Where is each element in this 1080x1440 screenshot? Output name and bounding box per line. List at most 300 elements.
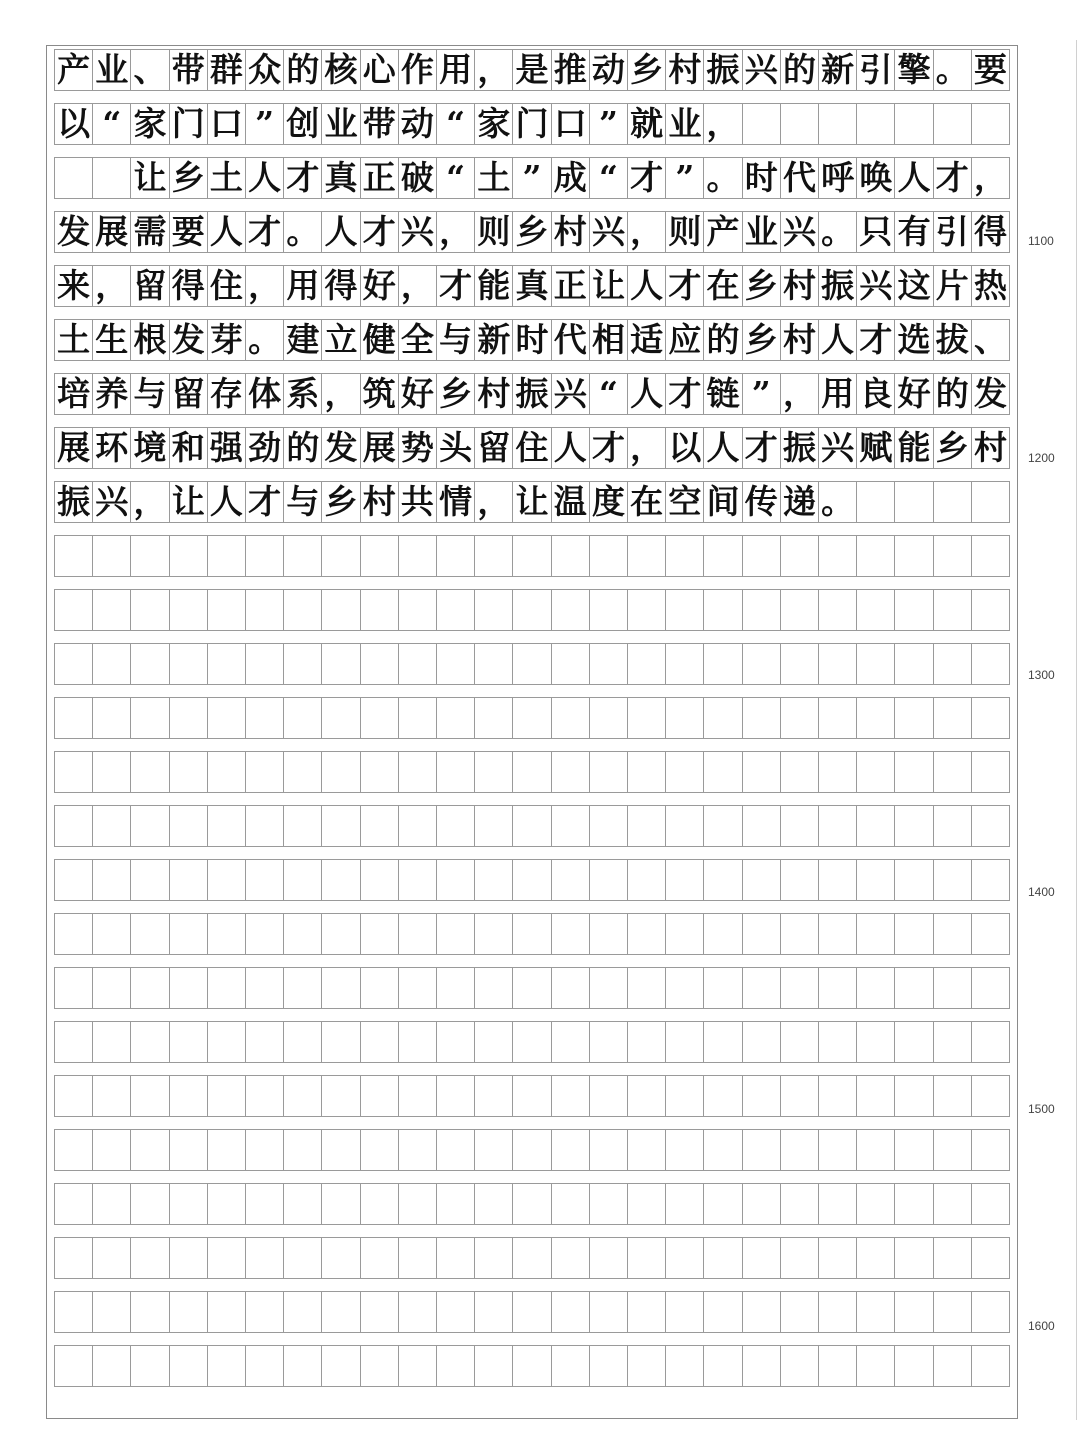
grid-cell: [361, 860, 399, 900]
grid-cell: 众: [246, 50, 284, 90]
grid-cell: [170, 806, 208, 846]
grid-cell: 共: [399, 482, 437, 522]
grid-cell: [437, 644, 475, 684]
ruler-label: 1600: [1028, 1319, 1055, 1333]
grid-cell: [743, 860, 781, 900]
grid-cell: 人: [628, 374, 666, 414]
grid-cell: 要: [973, 50, 1007, 89]
grid-cell: [284, 1238, 322, 1278]
grid-cell: [322, 1022, 360, 1062]
grid-cell: [361, 968, 399, 1008]
grid-cell: 村: [781, 266, 819, 306]
grid-cell: [857, 1130, 895, 1170]
grid-cell: [475, 1238, 513, 1278]
grid-cell: [972, 590, 1009, 630]
grid-cell: 村: [666, 50, 704, 90]
ruler-label: 1400: [1028, 885, 1055, 899]
grid-cell: 要: [170, 212, 208, 252]
grid-cell: 势: [399, 428, 437, 468]
grid-cell: [972, 698, 1009, 738]
grid-cell: [628, 1076, 666, 1116]
grid-cell: [55, 806, 93, 846]
grid-cell: [666, 590, 704, 630]
grid-cell: [246, 914, 284, 954]
grid-cell: [284, 698, 322, 738]
grid-cell: 业: [93, 50, 131, 90]
grid-cell: [93, 644, 131, 684]
manuscript-grid: [54, 49, 1010, 1399]
grid-cell: [437, 860, 475, 900]
grid-cell: [399, 914, 437, 954]
grid-cell: [55, 752, 93, 792]
grid-cell: [55, 1346, 93, 1386]
grid-cell: [170, 1130, 208, 1170]
grid-cell: 乡: [934, 428, 972, 468]
grid-cell: [284, 1346, 322, 1386]
grid-cell: [857, 860, 895, 900]
grid-cell: 用: [819, 374, 857, 414]
grid-cell: [208, 968, 246, 1008]
grid-cell: 才: [743, 428, 781, 468]
grid-cell: [131, 968, 169, 1008]
grid-cell: [781, 968, 819, 1008]
grid-cell: 乡: [743, 320, 781, 360]
grid-cell: [972, 806, 1009, 846]
grid-cell: 是: [513, 50, 551, 90]
grid-cell: 村: [973, 428, 1007, 467]
grid-cell: 振: [55, 482, 93, 522]
grid-cell: [246, 1292, 284, 1332]
grid-cell: [704, 1076, 742, 1116]
grid-cell: [399, 752, 437, 792]
grid-cell: 则: [666, 212, 704, 252]
grid-cell: [437, 806, 475, 846]
grid-cell: [895, 806, 933, 846]
grid-cell: [781, 536, 819, 576]
grid-cell: [590, 806, 628, 846]
grid-cell: [857, 482, 895, 522]
grid-cell: 才: [246, 482, 284, 522]
grid-cell: [972, 104, 1009, 144]
grid-cell: [513, 752, 551, 792]
grid-cell: [170, 860, 208, 900]
grid-cell: [857, 644, 895, 684]
grid-cell: [322, 914, 360, 954]
grid-cell: [513, 590, 551, 630]
grid-cell: [170, 752, 208, 792]
grid-cell: [361, 1130, 399, 1170]
grid-cell: [399, 644, 437, 684]
grid-cell: 留: [475, 428, 513, 468]
grid-cell: [552, 1346, 590, 1386]
grid-cell: [399, 806, 437, 846]
grid-cell: 用: [437, 50, 475, 90]
grid-cell: [628, 698, 666, 738]
grid-cell: 建: [284, 320, 322, 360]
grid-cell: [628, 1346, 666, 1386]
grid-cell: 代: [781, 158, 819, 198]
grid-cell: [934, 1130, 972, 1170]
grid-cell: [55, 590, 93, 630]
grid-cell: 乡: [743, 266, 781, 306]
grid-cell: [475, 536, 513, 576]
grid-cell: 境: [131, 428, 169, 468]
grid-cell: [743, 1130, 781, 1170]
grid-cell: 养: [93, 374, 131, 414]
grid-cell: [170, 968, 208, 1008]
grid-cell: [590, 644, 628, 684]
grid-cell: 间: [704, 482, 742, 522]
grid-cell: [246, 752, 284, 792]
grid-cell: ，: [628, 428, 666, 468]
text-row: [54, 373, 1010, 415]
grid-cell: [170, 1022, 208, 1062]
grid-cell: 人: [895, 158, 933, 198]
grid-cell: [590, 1184, 628, 1224]
blank-row: [54, 697, 1010, 739]
grid-cell: 让: [131, 158, 169, 198]
grid-cell: [857, 968, 895, 1008]
grid-cell: [666, 644, 704, 684]
grid-cell: 兴: [552, 374, 590, 414]
grid-cell: [475, 914, 513, 954]
grid-cell: [475, 1184, 513, 1224]
grid-cell: [513, 698, 551, 738]
grid-cell: “: [590, 158, 628, 198]
grid-cell: [628, 590, 666, 630]
grid-cell: [322, 536, 360, 576]
grid-cell: 发: [55, 212, 93, 252]
grid-cell: [972, 536, 1009, 576]
grid-cell: [399, 968, 437, 1008]
grid-cell: [437, 968, 475, 1008]
grid-cell: 代: [552, 320, 590, 360]
grid-cell: [934, 536, 972, 576]
grid-cell: ，: [93, 266, 131, 306]
grid-cell: 村: [475, 374, 513, 414]
grid-cell: [895, 590, 933, 630]
grid-cell: 能: [895, 428, 933, 468]
grid-cell: 才: [857, 320, 895, 360]
grid-cell: [361, 1184, 399, 1224]
grid-cell: 乡: [437, 374, 475, 414]
grid-cell: “: [437, 104, 475, 144]
grid-cell: [704, 1184, 742, 1224]
grid-cell: [55, 860, 93, 900]
grid-cell: [170, 1238, 208, 1278]
grid-cell: 才: [628, 158, 666, 198]
grid-cell: [284, 1130, 322, 1170]
grid-cell: 强: [208, 428, 246, 468]
grid-cell: [93, 1346, 131, 1386]
grid-cell: ，: [973, 158, 1007, 197]
grid-cell: [322, 1130, 360, 1170]
grid-cell: 村: [361, 482, 399, 522]
page-ruler: [1028, 0, 1080, 1440]
grid-cell: [361, 1346, 399, 1386]
grid-cell: [131, 914, 169, 954]
grid-cell: 得: [322, 266, 360, 306]
grid-cell: [743, 536, 781, 576]
grid-cell: [131, 860, 169, 900]
grid-cell: [743, 1292, 781, 1332]
grid-cell: 产: [704, 212, 742, 252]
grid-cell: [934, 806, 972, 846]
grid-cell: [55, 968, 93, 1008]
grid-cell: ，: [322, 374, 360, 414]
grid-cell: [590, 1292, 628, 1332]
grid-cell: [819, 1238, 857, 1278]
grid-cell: [819, 698, 857, 738]
grid-cell: 兴: [857, 266, 895, 306]
grid-cell: [170, 590, 208, 630]
grid-cell: [475, 1130, 513, 1170]
grid-cell: [781, 644, 819, 684]
grid-cell: [819, 968, 857, 1008]
grid-cell: [934, 860, 972, 900]
blank-row: [54, 1183, 1010, 1225]
blank-row: [54, 1237, 1010, 1279]
grid-cell: [895, 968, 933, 1008]
grid-cell: [552, 1130, 590, 1170]
grid-cell: 兴: [93, 482, 131, 522]
grid-cell: [895, 1022, 933, 1062]
blank-row: [54, 535, 1010, 577]
grid-cell: 真: [513, 266, 551, 306]
ruler-label: 1300: [1028, 668, 1055, 682]
grid-cell: [208, 806, 246, 846]
grid-cell: [743, 806, 781, 846]
grid-cell: [819, 590, 857, 630]
grid-cell: 乡: [170, 158, 208, 198]
grid-cell: [895, 1292, 933, 1332]
grid-cell: [246, 1346, 284, 1386]
grid-cell: [628, 644, 666, 684]
grid-cell: [361, 698, 399, 738]
grid-cell: [666, 1292, 704, 1332]
grid-cell: 筑: [361, 374, 399, 414]
grid-cell: 芽: [208, 320, 246, 360]
grid-cell: [246, 590, 284, 630]
grid-cell: [437, 590, 475, 630]
grid-cell: [322, 1292, 360, 1332]
grid-cell: [590, 860, 628, 900]
grid-cell: [55, 1238, 93, 1278]
grid-cell: [743, 1184, 781, 1224]
grid-cell: [93, 1238, 131, 1278]
grid-cell: [934, 698, 972, 738]
grid-cell: [399, 860, 437, 900]
grid-cell: [819, 1130, 857, 1170]
grid-cell: [513, 644, 551, 684]
grid-cell: [284, 536, 322, 576]
grid-cell: 的: [934, 374, 972, 414]
grid-cell: [666, 698, 704, 738]
grid-cell: [208, 1292, 246, 1332]
grid-cell: 创: [284, 104, 322, 144]
grid-cell: [590, 1076, 628, 1116]
grid-cell: 传: [743, 482, 781, 522]
grid-cell: 发: [322, 428, 360, 468]
grid-cell: 真: [322, 158, 360, 198]
grid-cell: [895, 752, 933, 792]
grid-cell: [131, 590, 169, 630]
grid-cell: [437, 1022, 475, 1062]
blank-row: [54, 1291, 1010, 1333]
grid-cell: [552, 1292, 590, 1332]
grid-cell: 乡: [628, 50, 666, 90]
grid-cell: ”: [513, 158, 551, 198]
grid-cell: [666, 752, 704, 792]
grid-cell: [93, 536, 131, 576]
grid-cell: 空: [666, 482, 704, 522]
grid-cell: [972, 860, 1009, 900]
grid-cell: 存: [208, 374, 246, 414]
grid-cell: 得: [973, 212, 1007, 251]
blank-row: [54, 967, 1010, 1009]
grid-cell: [895, 644, 933, 684]
grid-cell: [93, 1184, 131, 1224]
grid-cell: 兴: [590, 212, 628, 252]
grid-cell: [934, 914, 972, 954]
grid-cell: 。: [284, 212, 322, 252]
grid-cell: 人: [246, 158, 284, 198]
grid-cell: 只: [857, 212, 895, 252]
grid-cell: [93, 860, 131, 900]
grid-cell: [552, 1022, 590, 1062]
grid-cell: [552, 644, 590, 684]
grid-cell: [513, 1238, 551, 1278]
grid-cell: 门: [170, 104, 208, 144]
grid-cell: 选: [895, 320, 933, 360]
grid-cell: [552, 752, 590, 792]
grid-cell: 才: [437, 266, 475, 306]
grid-cell: ”: [590, 104, 628, 144]
grid-cell: 土: [475, 158, 513, 198]
grid-cell: [743, 644, 781, 684]
grid-cell: [93, 806, 131, 846]
grid-cell: [131, 752, 169, 792]
grid-cell: 好: [361, 266, 399, 306]
grid-cell: [972, 1076, 1009, 1116]
grid-cell: [361, 536, 399, 576]
grid-cell: 能: [475, 266, 513, 306]
grid-cell: 口: [552, 104, 590, 144]
grid-cell: [666, 536, 704, 576]
grid-cell: [208, 536, 246, 576]
grid-cell: [246, 806, 284, 846]
grid-cell: [628, 752, 666, 792]
grid-cell: [322, 1076, 360, 1116]
grid-cell: [552, 914, 590, 954]
grid-cell: [704, 752, 742, 792]
grid-cell: [208, 590, 246, 630]
grid-cell: [475, 860, 513, 900]
grid-cell: [437, 1292, 475, 1332]
grid-cell: [322, 1346, 360, 1386]
grid-cell: [131, 1130, 169, 1170]
grid-cell: [246, 1076, 284, 1116]
grid-cell: [590, 1238, 628, 1278]
grid-cell: [934, 590, 972, 630]
grid-cell: [475, 1346, 513, 1386]
grid-cell: 展: [361, 428, 399, 468]
grid-cell: [704, 698, 742, 738]
grid-cell: [704, 968, 742, 1008]
grid-cell: 才: [246, 212, 284, 252]
grid-cell: [590, 1022, 628, 1062]
grid-cell: [208, 1238, 246, 1278]
grid-cell: “: [590, 374, 628, 414]
grid-cell: [552, 968, 590, 1008]
grid-cell: [895, 1238, 933, 1278]
grid-cell: 带: [170, 50, 208, 90]
grid-cell: 。: [819, 212, 857, 252]
grid-cell: [513, 914, 551, 954]
grid-cell: 让: [513, 482, 551, 522]
grid-cell: [322, 698, 360, 738]
grid-cell: [399, 1184, 437, 1224]
grid-cell: [819, 1346, 857, 1386]
grid-cell: 和: [170, 428, 208, 468]
grid-cell: 人: [704, 428, 742, 468]
grid-cell: [743, 1346, 781, 1386]
grid-cell: 生: [93, 320, 131, 360]
grid-cell: 兴: [781, 212, 819, 252]
grid-cell: ，: [475, 482, 513, 522]
grid-cell: [246, 1130, 284, 1170]
grid-cell: 振: [819, 266, 857, 306]
grid-cell: [322, 752, 360, 792]
grid-cell: 展: [93, 212, 131, 252]
grid-cell: 这: [895, 266, 933, 306]
grid-cell: [895, 536, 933, 576]
grid-cell: [934, 1346, 972, 1386]
grid-cell: 与: [437, 320, 475, 360]
grid-cell: [55, 1184, 93, 1224]
grid-cell: 兴: [399, 212, 437, 252]
grid-cell: 推: [552, 50, 590, 90]
grid-cell: 与: [131, 374, 169, 414]
grid-cell: [857, 104, 895, 144]
grid-cell: [934, 752, 972, 792]
grid-cell: [437, 1076, 475, 1116]
grid-cell: [322, 806, 360, 846]
grid-cell: [590, 1346, 628, 1386]
grid-cell: [934, 104, 972, 144]
grid-cell: [819, 806, 857, 846]
grid-cell: 系: [284, 374, 322, 414]
text-row: [54, 265, 1010, 307]
grid-cell: [781, 1130, 819, 1170]
grid-cell: 。: [934, 50, 972, 90]
grid-cell: [246, 1022, 284, 1062]
grid-cell: [628, 1184, 666, 1224]
grid-cell: [895, 1130, 933, 1170]
grid-cell: [55, 1022, 93, 1062]
grid-cell: [361, 644, 399, 684]
grid-cell: [437, 1184, 475, 1224]
grid-cell: [513, 1022, 551, 1062]
grid-cell: 的: [704, 320, 742, 360]
grid-cell: 与: [284, 482, 322, 522]
grid-cell: [513, 1184, 551, 1224]
grid-cell: [475, 1292, 513, 1332]
grid-cell: 以: [666, 428, 704, 468]
grid-cell: [437, 536, 475, 576]
grid-cell: [819, 752, 857, 792]
grid-cell: 在: [704, 266, 742, 306]
